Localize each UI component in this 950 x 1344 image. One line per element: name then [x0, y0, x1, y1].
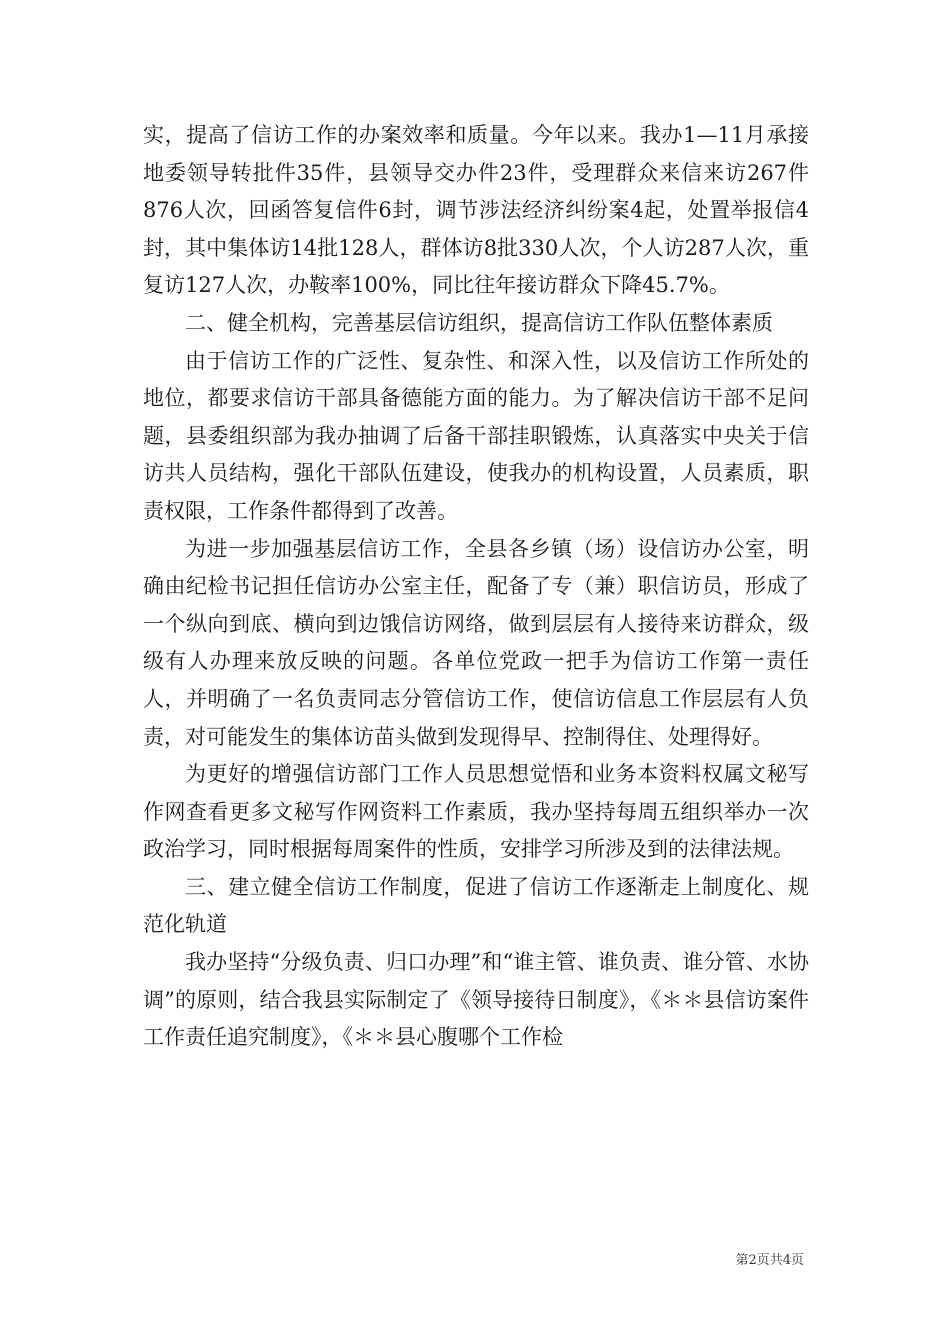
section-heading-2: 二、健全机构，完善基层信访组织，提高信访工作队伍整体素质 [185, 310, 773, 335]
paragraph: 我办坚持“分级负责、归口办理”和“谁主管、谁负责、谁分管、水协调”的原则，结合我县实际制定了《领导接待日制度》，《＊＊县信访案件工作责任追究制度》，《＊＊县心腹哪个工作检 [143, 950, 809, 1050]
section-heading-3: 三、建立健全信访工作制度，促进了信访工作逐渐走上制度化、规范化轨道 [143, 874, 809, 937]
paragraph: 为更好的增强信访部门工作人员思想觉悟和业务本资料权属文秘写作网查看更多文秘写作网资料工作素质，我办坚持每周五组织举办一次政治学习，同时根据每周案件的性质，安排学习所涉及到的法律法规。 [143, 762, 809, 862]
paragraph: 由于信访工作的广泛性、复杂性、和深入性，以及信访工作所处的地位，都要求信访干部具备德能方面的能力。为了解决信访干部不足问题，县委组织部为我办抽调了后备干部挂职锻炼，认真落实中央关于信访共人员结构，强化干部队伍建设，使我办的机构设置，人员素质，职责权限，工作条件都得到了改善。 [143, 348, 809, 523]
paragraph: 为进一步加强基层信访工作，全县各乡镇（场）设信访办公室，明确由纪检书记担任信访办公室主任，配备了专（兼）职信访员，形成了一个纵向到底、横向到边饿信访网络，做到层层有人接待来访群众，级级有人办理来放反映的问题。各单位党政一把手为信访工作第一责任人，并明确了一名负责同志分管信访工作，使信访信息工作层层有人负责，对可能发生的集体访苗头做到发现得早、控制得住、处理得好。 [143, 536, 809, 749]
document-body [143, 117, 809, 1057]
page-number-footer: 第2页共4页 [735, 1253, 804, 1268]
paragraph-continued: 实，提高了信访工作的办案效率和质量。今年以来。我办1—11月承接地委领导转批件35件，县领导交办件23件，受理群众来信来访267件876人次，回函答复信件6封，调节涉法经济纠纷案4起，处置举报信4封，其中集体访14批128人，群体访8批330人次，个人访287人次，重复访127人次，办鞍率100%，同比往年接访群众下降45.7%。 [143, 123, 809, 298]
